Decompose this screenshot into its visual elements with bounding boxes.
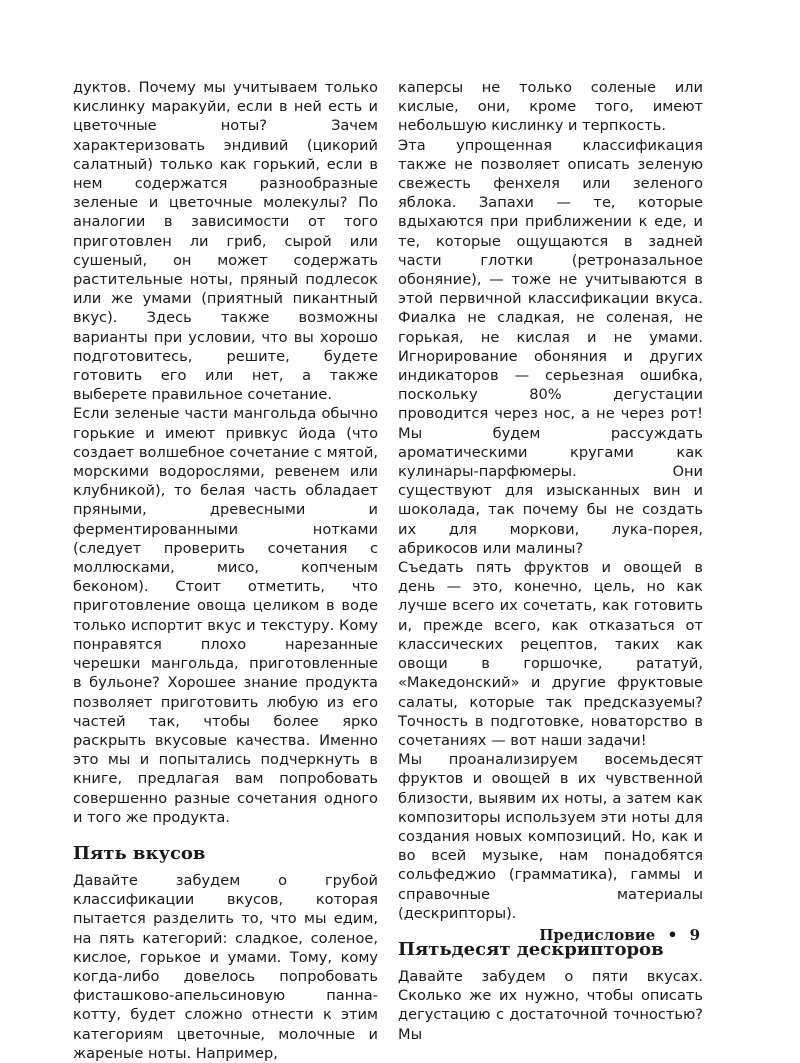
section-heading-fifty-descriptors: Пятьдесят дескрипторов xyxy=(398,938,664,960)
running-footer-title: Предисловие xyxy=(539,925,656,944)
paragraph: Если зеленые части мангольда обычно горькие и имеют привкус йода (что создает волшебное сочетание с мятой, морскими водорослями, ревенем или клубникой), то белая часть обладает пряными, древесными и ферментированными нотками (следует проверить сочетания с моллюсками, мисо, копченым беконом). Стоит отметить, что приготовление овоща целиком в воде только испортит вкус и текстуру. Кому понравятся плохо нарезанные черешки мангольда, приготовленные в бульоне? Хорошее знание продукта позволяет приготовить любую из его частей так, чтобы более ярко раскрыть вкусовые качества. Именно это мы и попытались подчеркнуть в книге, предлагая вам попробовать совершенно разные сочетания одного и того же продукта. xyxy=(73,405,378,826)
paragraph: Эта упрощенная классификация также не позволяет описать зеленую свежесть фенхеля или зеленого яблока. Запахи — те, которые вдыхаются при приближении к еде, и те, которые ощущаются в задней части глотки (ретроназальное обоняние), — тоже не учитываются в этой первичной классификации вкуса. Фиалка не сладкая, не соленая, не горькая, не кислая и не умами. Игнорирование обоняния и других индикаторов — серьезная ошибка, поскольку 80% дегустации проводится через нос, а не через рот! Мы будем рассуждать ароматическими кругами как кулинары-парфюмеры. Они существуют для изысканных вин и шоколада, так почему бы не создать их для моркови, лука-порея, абрикосов или малины? xyxy=(398,136,703,557)
page-number: 9 xyxy=(689,925,700,944)
right-column xyxy=(398,78,703,1044)
paragraph: Мы проанализируем восемьдесят фруктов и овощей в их чувственной близости, выявим их ноты, а затем как композиторы используем эти ноты для создания новых композиций. Но, как и во всей музыке, нам понадобятся сольфеджио (грамматика), гаммы и справочные материалы (дескрипторы). xyxy=(398,751,703,922)
footer-bullet: • xyxy=(667,925,678,944)
left-column xyxy=(73,78,378,1063)
paragraph: дуктов. Почему мы учитываем только кислинку маракуйи, если в ней есть и цветочные ноты? Зачем характеризовать эндивий (цикорий салатный) только как горький, если в нем содержатся разнообразные зеленые и цветочные молекулы? По аналогии в зависимости от того приготовлен ли гриб, сырой или сушеный, он может содержать растительные ноты, пряный подлесок или же умами (приятный пикантный вкус). Здесь также возможны варианты при условии, что вы хорошо подготовитесь, решите, будете готовить его или нет, а также выберете правильное сочетание. xyxy=(73,79,378,404)
section-heading-five-tastes: Пять вкусов xyxy=(73,842,206,864)
page-footer xyxy=(539,925,700,944)
paragraph: Давайте забудем о грубой классификации вкусов, которая пытается разделить то, что мы едим, на пять категорий: сладкое, соленое, кислое, горькое и умами. Тому, кому когда-либо довелось попробовать фисташково-апельсиновую панна-котту, будет сложно отнести к этим категориям цветочные, молочные и жареные ноты. Например, xyxy=(73,871,378,1062)
paragraph: Съедать пять фруктов и овощей в день — это, конечно, цель, но как лучше всего их сочетать, как готовить и, прежде всего, как отказаться от классических рецептов, таких как овощи в горшочке, рататуй, «Македонский» и другие фруктовые салаты, которые так предсказуемы? Точность в подготовке, новаторство в сочетаниях — вот наши задачи! xyxy=(398,559,703,749)
paragraph: Давайте забудем о пяти вкусах. Сколько же их нужно, чтобы описать дегустацию с достаточной точностью? Мы xyxy=(398,967,703,1043)
paragraph: каперсы не только соленые или кислые, они, кроме того, имеют небольшую кислинку и терпкость. xyxy=(398,79,703,135)
